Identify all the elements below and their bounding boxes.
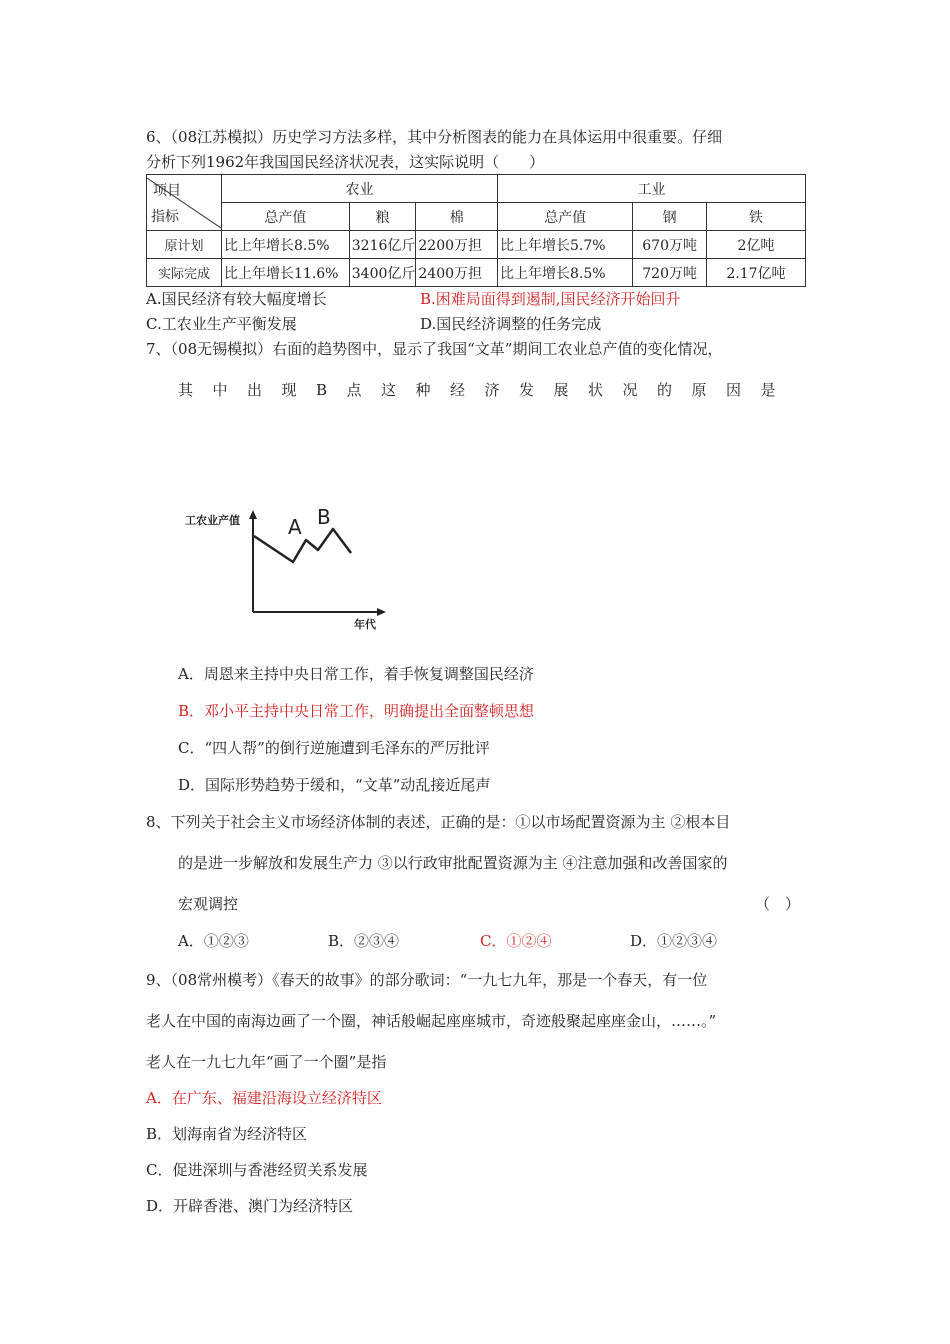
table-cell: 比上年增长11.6% [222,259,350,287]
q8-option-a: A．①②③ [178,932,249,950]
q9-option-b: B．划海南省为经济特区 [146,1125,308,1143]
row-label: 实际完成 [147,259,222,287]
q8-answer-paren: （ ） [755,895,801,913]
trend-line [254,529,351,562]
row-label: 原计划 [147,231,222,259]
table-cell: 670万吨 [633,231,707,259]
q7-stem-line1: 7、（08无锡模拟）右面的趋势图中，显示了我国“文革”期间工农业总产值的变化情况， [146,340,723,358]
q8-option-b: B．②③④ [328,932,400,950]
table-cell: 720万吨 [633,259,707,287]
y-axis-arrow [249,510,257,519]
subheader-agri-total: 总产值 [222,203,350,231]
table-cell: 3216亿斤 [349,231,416,259]
q9-option-d: D．开辟香港、澳门为经济特区 [146,1197,354,1215]
point-label-a: A [288,515,302,539]
q8-option-c: C．①②④ [480,932,552,950]
table-cell: 2.17亿吨 [706,259,805,287]
subheader-iron: 铁 [706,203,805,231]
q7-option-c: C．“四人帮”的倒行逆施遭到毛泽东的严厉批评 [178,739,490,757]
q8-stem-line2: 的是进一步解放和发展生产力 ③以行政审批配置资源为主 ④注意加强和改善国家的 [178,854,728,872]
header-industry: 工业 [498,175,806,203]
table-cell: 2亿吨 [706,231,805,259]
table-cell: 比上年增长8.5% [222,231,350,259]
q6-option-a: A.国民经济有较大幅度增长 [146,290,327,308]
header-agriculture: 农业 [222,175,498,203]
q6-stem-line2: 分析下列1962年我国国民经济状况表，这实际说明（ ） [146,153,545,171]
q6-option-b: B.困难局面得到遏制,国民经济开始回升 [420,290,681,308]
table-cell: 2200万担 [416,231,498,259]
economy-table [146,174,806,287]
q7-option-b: B．邓小平主持中央日常工作，明确提出全面整顿思想 [178,702,535,720]
q7-option-a: A．周恩来主持中央日常工作，着手恢复调整国民经济 [178,665,534,683]
table-row [147,259,806,287]
table-cell: 3400亿斤 [349,259,416,287]
q8-option-d: D．①②③④ [630,932,718,950]
q9-stem-line2: 老人在中国的南海边画了一个圈，神话般崛起座座城市，奇迹般聚起座座金山，……。” [146,1012,717,1030]
q9-option-a: A．在广东、福建沿海设立经济特区 [146,1089,382,1107]
q9-option-c: C．促进深圳与香港经贸关系发展 [146,1161,368,1179]
q9-stem-line3: 老人在一九七九年“画了一个圈”是指 [146,1053,387,1071]
subheader-cotton: 棉 [416,203,498,231]
q7-stem-line2: 其中出现B点这种经济发展状况的原因是 [178,381,796,399]
q7-option-d: D．国际形势趋势于缓和，“文革”动乱接近尾声 [178,776,491,794]
q8-stem-line1: 8、下列关于社会主义市场经济体制的表述，正确的是：①以市场配置资源为主 ②根本目 [146,813,731,831]
table-cell: 2400万担 [416,259,498,287]
subheader-grain: 粮 [349,203,416,231]
q9-stem-line1: 9、（08常州模考）《春天的故事》的部分歌词：“一九七九年，那是一个春天，有一位 [146,971,708,989]
q6-stem-line1: 6、（08江苏模拟）历史学习方法多样，其中分析图表的能力在具体运用中很重要。仔细 [146,128,723,146]
corner-label-top: 项目 [153,182,181,199]
chart-ylabel: 工农业产值 [185,514,240,527]
subheader-steel: 钢 [633,203,707,231]
corner-label-bottom: 指标 [151,208,179,225]
point-label-b: B [317,505,331,529]
x-axis-arrow [377,608,386,616]
trend-chart [170,500,400,635]
table-cell: 比上年增长8.5% [498,259,633,287]
chart-xlabel: 年代 [354,618,376,631]
table-corner-cell [147,175,222,231]
table-row [147,231,806,259]
q8-stem-line3: 宏观调控 [178,895,239,913]
q6-option-c: C.工农业生产平衡发展 [146,315,297,333]
table-cell: 比上年增长5.7% [498,231,633,259]
subheader-industry-total: 总产值 [498,203,633,231]
q6-option-d: D.国民经济调整的任务完成 [420,315,602,333]
